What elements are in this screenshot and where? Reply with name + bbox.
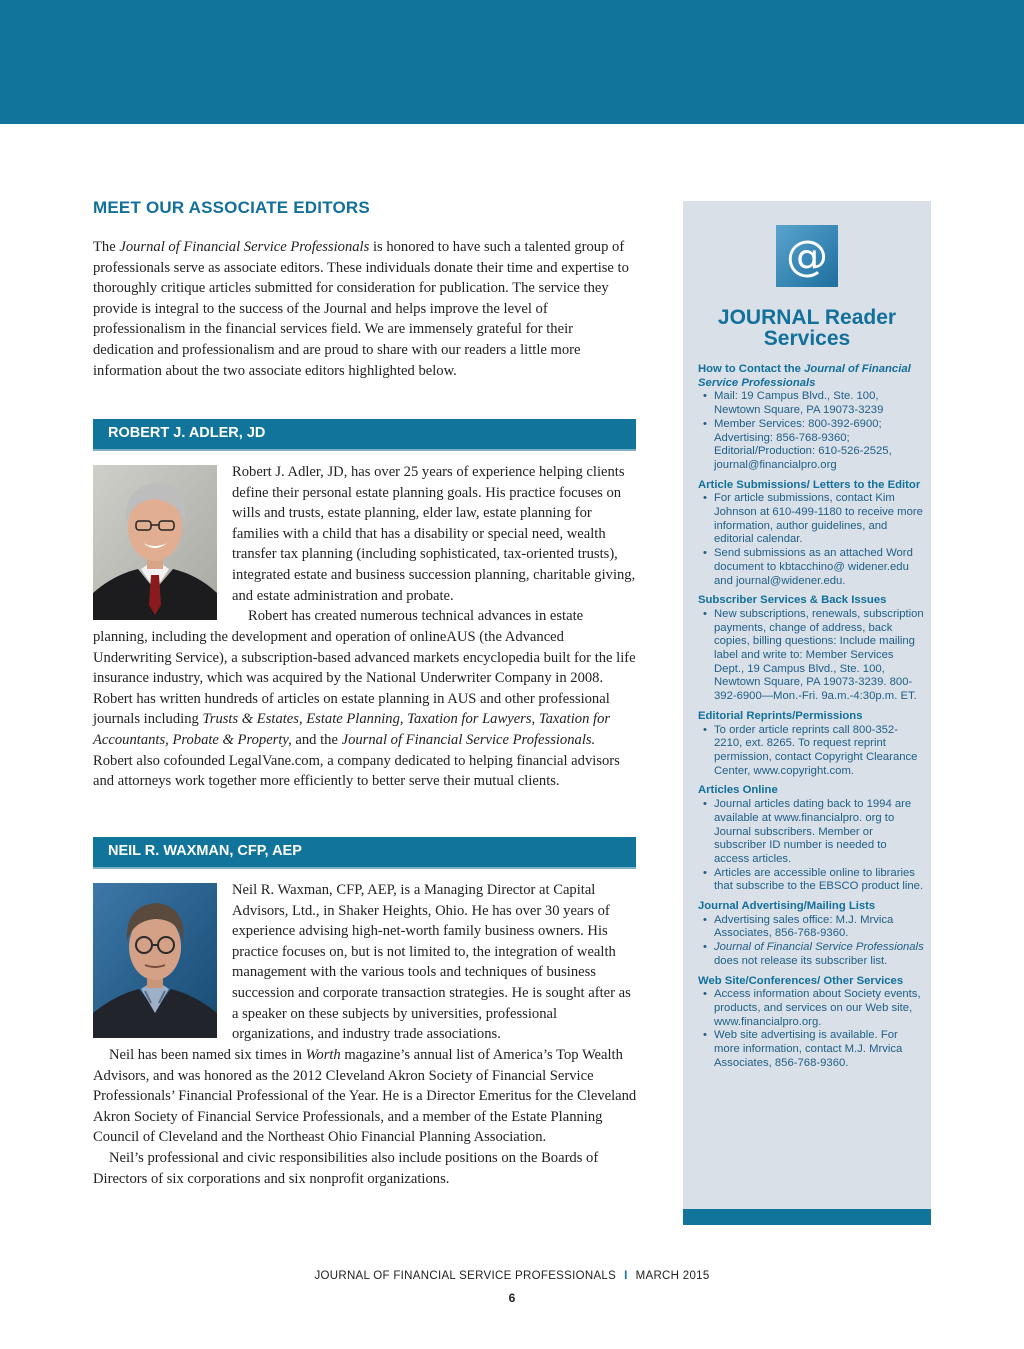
editor2-name-bar <box>93 837 636 869</box>
editor1-name-bar <box>93 419 636 451</box>
advertising-heading: Journal Advertising/Mailing Lists <box>698 900 876 913</box>
header-band <box>0 0 1024 124</box>
submissions-list <box>698 492 924 588</box>
subscriber-heading: Subscriber Services & Back Issues <box>698 594 887 607</box>
editor1-bio-para1: Robert J. Adler, JD, has over 25 years of experience helping clients define their personal estate planning goals. His practice focuses on wills and trusts, estate planning, elder law, estate planning for families with a child that has a disability or special need, wealth transfer tax planning (including sophisticated, tax-oriented trusts), integrated estate and business succession planning, charitable giving, and estate administration and probate. <box>232 464 636 604</box>
section-title: MEET OUR ASSOCIATE EDITORS <box>93 198 370 217</box>
editor1-name: ROBERT J. ADLER, JD <box>108 425 266 441</box>
intro-text-pre: The <box>93 239 120 255</box>
list-item: • Mail: 19 Campus Blvd., Ste. 100, Newtown Square, PA 19073-3239 <box>698 390 924 417</box>
editor2-name: NEIL R. WAXMAN, CFP, AEP <box>108 843 302 859</box>
contact-heading <box>698 363 924 390</box>
sidebar-title-line1: JOURNAL Reader <box>717 306 897 329</box>
submissions-heading: Article Submissions/ Letters to the Editor <box>698 478 921 491</box>
list-item: • For article submissions, contact Kim Johnson at 610-499-1180 to receive more information, author guidelines, and editorial calendar. <box>698 492 924 547</box>
list-item: • Advertising sales office: M.J. Mrvica Associates, 856-768-9360. <box>698 914 924 941</box>
sidebar-content <box>698 363 924 1070</box>
footer-date: MARCH 2015 <box>635 1270 710 1282</box>
editor1-bio-text-c: Robert also cofounded LegalVane.com, a company dedicated to helping financial advisors and attorneys work together more efficiently to better serve their mutual clients. <box>93 752 620 790</box>
editor2-bio-para1: Neil R. Waxman, CFP, AEP, is a Managing Director at Capital Advisors, Ltd., in Shaker Heights, Ohio. He has over 30 years of experience advising high-net-worth family business owners. His practice focuses on, but is not limited to, the integration of wealth management with the various tools and techniques of business succession and corporate transaction strategies. He is sought after as a speaker on these subjects by universities, professional organizations, and industry trade associations. <box>232 882 631 1043</box>
editor2-bio-para2 <box>93 1045 638 1148</box>
list-item: • New subscriptions, renewals, subscription payments, change of address, back copies, billing questions: Include mailing label and write to: Member Services Dept., 19 Campus Blvd., Ste. 100, Newtown Square, PA 19073-3239. 800-392-6900—Mon.-Fri. 9a.m.-4:30p.m. ET. <box>698 608 924 704</box>
list-item: • To order article reprints call 800-352-2210, ext. 8265. To request reprint permission, contact Copyright Clearance Center, www.copyright.com. <box>698 724 924 779</box>
online-heading: Articles Online <box>698 784 778 797</box>
advertising-item-text: does not release its subscriber list. <box>714 954 888 967</box>
list-item: • Member Services: 800-392-6900; Advertising: 856-768-9360; Editorial/Production: 610-526-2525, journal@financialpro.org <box>698 418 924 473</box>
contact-list <box>698 390 924 472</box>
sidebar-bottom-bar <box>683 1209 931 1225</box>
list-item <box>698 941 924 968</box>
page-number: 6 <box>508 1291 516 1305</box>
reprints-heading: Editorial Reprints/Permissions <box>698 709 863 722</box>
subscriber-list <box>698 608 924 704</box>
advertising-list <box>698 914 924 969</box>
list-item: • Send submissions as an attached Word document to kbtacchino@ widener.edu and journal@widener.edu. <box>698 547 924 588</box>
advertising-journal-title: Journal of Financial Service Professionals <box>714 941 924 954</box>
editor1-bio-text-a: planning, including the development and operation of onlineAUS (the Advanced Underwriting Service), a subscription-based advanced markets encyclopedia built for the life insurance industry, which was acquired by the National Underwriter Company in 2008. Robert has written hundreds of articles on estate planning in AUS and other professional journals including <box>93 629 636 728</box>
sidebar-title-line2: Services <box>763 327 851 350</box>
editor2-photo <box>93 883 217 1038</box>
at-sign-glyph: @ <box>786 231 828 280</box>
contact-heading-text: How to Contact the <box>698 363 805 375</box>
online-list <box>698 798 924 894</box>
list-item: • Articles are accessible online to libraries that subscribe to the EBSCO product line. <box>698 867 924 894</box>
editor1-bio-text-b: and the <box>291 731 342 748</box>
web-heading: Web Site/Conferences/ Other Services <box>698 974 904 987</box>
sidebar-title <box>683 307 931 349</box>
footer-separator: I <box>624 1270 628 1282</box>
editor1-bio-para2 <box>93 627 638 792</box>
editor2-bio-text-a: Neil has been named six times in <box>109 1047 306 1063</box>
list-item: • Web site advertising is available. For more information, contact M.J. Mrvica Associates, 856-768-9360. <box>698 1029 924 1070</box>
editor2-bio-text-b: magazine’s annual list of America’s Top Wealth Advisors, and was honored as the 2012 Cleveland Akron Society of Financial Service Professionals’ Financial Professional of the Year. He is a Director Emeritus for the Cleveland Akron Society of Financial Service Professionals, and a member of the Estate Planning Council of Cleveland and the Northeast Ohio Financial Planning Association. <box>93 1047 637 1146</box>
page-footer <box>0 1270 1024 1282</box>
editor1-photo <box>93 465 217 620</box>
intro-text-post: is honored to have such a talented group of professionals serve as associate editors. These individuals donate their time and expertise to thoroughly critique articles submitted for consideration for publication. The service they provide is integral to the success of the Journal and helps improve the level of professionalism in the financial services field. We are immensely grateful for their dedication and professionalism and are proud to share with our readers a little more information about the two associate editors highlighted below. <box>93 239 629 379</box>
intro-journal-title: Journal of Financial Service Professionals <box>119 239 370 255</box>
at-sign-icon <box>776 225 838 287</box>
intro-paragraph <box>93 237 633 381</box>
editor1-publications: Trusts & Estates, Estate Planning, Taxation for Lawyers, Taxation for Accountants, Probate & Property, <box>93 711 611 748</box>
footer-publication: JOURNAL OF FINANCIAL SERVICE PROFESSIONALS <box>314 1270 617 1282</box>
editor2-magazine-title: Worth <box>305 1047 341 1063</box>
editor2-bio-para3: Neil’s professional and civic responsibilities also include positions on the Boards of Directors of six corporations and six nonprofit organizations. <box>93 1150 599 1187</box>
list-item: • Journal articles dating back to 1994 are available at www.financialpro. org to Journal subscribers. Member or subscriber ID number is needed to access articles. <box>698 798 924 867</box>
reprints-list <box>698 724 924 779</box>
contact-heading-journal: Journal of Financial Service Professionals <box>698 363 911 389</box>
editor1-bio-para2-start: Robert has created numerous technical advances in estate <box>248 608 584 624</box>
web-list <box>698 988 924 1070</box>
list-item: • Access information about Society events, products, and services on our Web site, www.financialpro.org. <box>698 988 924 1029</box>
editor1-journal-title: Journal of Financial Service Professionals. <box>341 731 596 748</box>
